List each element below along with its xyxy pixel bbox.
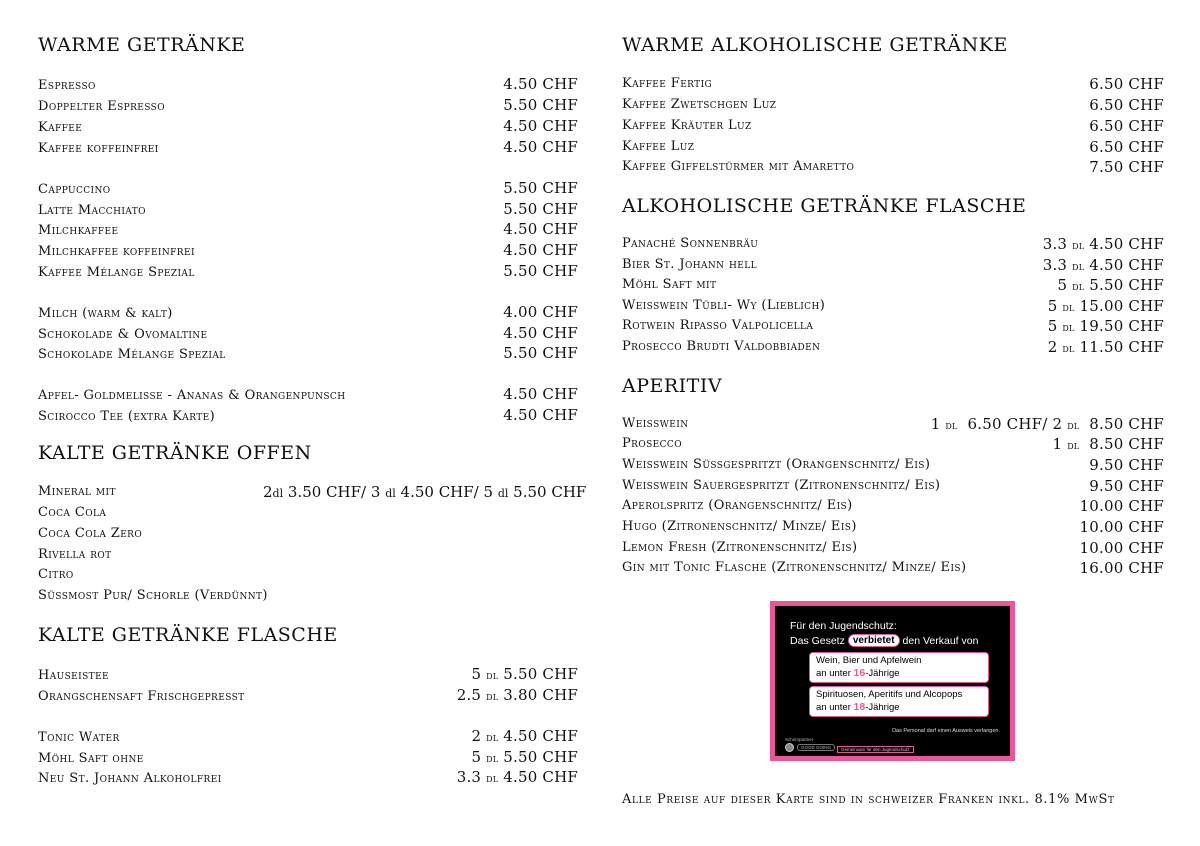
menu-item [622,496,1164,516]
item-name: Lemon Fresh (Zitronenschnitz/ Eis) [622,540,858,555]
item-price: 6.50 CHF [1089,75,1164,93]
menu-item [38,178,578,198]
item-name: Scirocco Tee (extra Karte) [38,409,216,424]
menu-item [38,685,578,705]
menu-item [38,116,578,136]
item-price: 2 dl 4.50 CHF [471,727,578,745]
notice-law-post: den Verkauf von [902,634,979,647]
item-price: 4.50 CHF [503,241,578,259]
item-price: 5 dl 5.50 CHF [1057,276,1164,294]
menu-item [38,726,578,746]
item-price: 2 dl 11.50 CHF [1047,338,1164,356]
item-price: 5.50 CHF [503,262,578,280]
menu-item [38,199,578,219]
item-price: 6.50 CHF [1089,117,1164,135]
item-price: 4.50 CHF [503,117,578,135]
item-name: Cappuccino [38,182,111,197]
menu-item-mineral [38,482,587,502]
notice-title: Für den Jugendschutz: [790,620,897,632]
item-price: 3.3 dl 4.50 CHF [456,768,578,786]
item-name: Panaché Sonnenbräu [622,236,759,251]
item-price: 7.50 CHF [1089,158,1164,176]
item-name: Citro [38,567,74,582]
notice-panel [775,606,1010,756]
section-title-kalte-getraenke-flasche: KALTE GETRÄNKE FLASCHE [38,624,338,646]
item-price-tiers: 2dl 3.50 CHF/ 3 dl 4.50 CHF/ 5 dl 5.50 CHF [263,483,587,501]
menu-item [38,219,578,239]
menu-item [38,137,578,157]
section-title-kalte-getraenke-offen: KALTE GETRÄNKE OFFEN [38,442,312,464]
notice-staff-text: Das Personal darf einen Ausweis verlangen. [892,728,1000,734]
item-name: Weisswein Tübli- Wy (Lieblich) [622,298,826,313]
menu-item [622,476,1164,496]
item-price: 9.50 CHF [1089,456,1164,474]
section-title-warme-alkoholische-getraenke: WARME ALKOHOLISCHE GETRÄNKE [622,34,1008,56]
menu-item [622,137,1164,157]
item-name: Schokolade & Ovomaltine [38,327,208,342]
menu-item [38,664,578,684]
item-name: Hauseistee [38,668,110,683]
menu-item [622,157,1164,177]
menu-item [622,434,1164,454]
item-name: Tonic Water [38,730,120,745]
item-price: 5.50 CHF [503,200,578,218]
partner-logo-icon [785,743,794,752]
age-18-products: Spirituosen, Aperitifs und Alcopops [816,689,963,700]
item-name: Kaffee Fertig [622,76,713,91]
item-price: 16.00 CHF [1079,559,1164,577]
item-price: 5 dl 15.00 CHF [1047,297,1164,315]
item-name: Möhl Saft mit [622,277,717,292]
item-price: 4.50 CHF [503,220,578,238]
notice-partners-label: Schirmpartner [785,737,814,742]
section-title-aperitiv: APERITIV [622,375,723,397]
item-name: Doppelter Espresso [38,99,166,114]
section-title-alkoholische-getraenke-flasche: ALKOHOLISCHE GETRÄNKE FLASCHE [622,195,1027,217]
item-price: 1 dl 8.50 CHF [1052,435,1164,453]
menu-item [622,74,1164,94]
item-name: Weisswein Süssgespritzt (Orangenschnitz/ Eis) [622,457,931,472]
item-price: 9.50 CHF [1089,477,1164,495]
item-name: Schokolade Mélange Spezial [38,347,226,362]
menu-item [38,565,578,585]
menu-item-weisswein [622,414,1164,434]
item-name: Coca Cola [38,505,107,520]
menu-item [38,586,578,606]
item-name: Aperolspritz (Orangenschnitz/ Eis) [622,498,853,513]
item-price: 5.50 CHF [503,344,578,362]
item-name: Prosecco [622,436,682,451]
menu-item [622,337,1164,357]
item-price: 5.50 CHF [503,96,578,114]
item-name: Orangschensaft Frischgepresst [38,689,245,704]
menu-item [38,747,578,767]
item-name: Mineral mit [38,484,116,499]
item-name: Gin mit Tonic Flasche (Zitronenschnitz/ Minze/ Eis) [622,560,967,575]
item-name: Süssmost Pur/ Schorle (Verdünnt) [38,588,268,603]
menu-item [38,240,578,260]
item-name: Möhl Saft ohne [38,751,144,766]
item-name: Apfel- Goldmelisse - Ananas & Orangenpunsch [38,388,346,403]
item-name: Kaffee [38,120,83,135]
item-price: 10.00 CHF [1079,497,1164,515]
item-price: 10.00 CHF [1079,539,1164,557]
age-18-box [809,686,989,717]
age-16-rule: an unter 16-Jährige [816,667,900,679]
item-name: Bier St. Johann hell [622,257,757,272]
menu-item [622,95,1164,115]
item-name: Coca Cola Zero [38,526,143,541]
menu-item [622,517,1164,537]
item-price: 5.50 CHF [503,179,578,197]
notice-law-line [790,634,978,647]
item-name: Rotwein Ripasso Valpolicella [622,318,814,333]
item-name: Weisswein Sauergespritzt (Zitronenschnitz/ Eis) [622,478,941,493]
item-name: Espresso [38,78,96,93]
menu-item [622,275,1164,295]
notice-footer: Gemeinsam für den Jugendschutz [837,746,914,753]
youth-protection-notice [770,601,1015,761]
item-name: Weisswein [622,416,689,431]
menu-item [622,296,1164,316]
menu-item [38,261,578,281]
item-name: Prosecco Brudti Valdobbiaden [622,339,821,354]
item-name: Milchkaffee koffeinfrei [38,244,195,259]
item-price: 3.3 dl 4.50 CHF [1042,235,1164,253]
item-price: 4.50 CHF [503,385,578,403]
menu-item [622,538,1164,558]
menu-item [38,405,578,425]
menu-item [622,234,1164,254]
age-18-rule: an unter 18-Jährige [816,701,900,713]
item-name: Milchkaffee [38,223,119,238]
price-footnote: Alle Preise auf dieser Karte sind in schweizer Franken inkl. 8.1% MwSt [622,792,1115,807]
item-name: Hugo (Zitronenschnitz/ Minze/ Eis) [622,519,857,534]
item-name: Kaffee Mélange Spezial [38,265,195,280]
menu-item [38,74,578,94]
partner-logo-label: GOOD GOING [797,744,835,751]
item-price: 5 dl 19.50 CHF [1047,317,1164,335]
item-price: 4.50 CHF [503,75,578,93]
partner-logo [785,743,835,752]
item-name: Latte Macchiato [38,203,146,218]
menu-item [622,116,1164,136]
menu-item [622,455,1164,475]
section-title-warme-getraenke: WARME GETRÄNKE [38,34,246,56]
menu-item [38,302,578,322]
item-name: Neu St. Johann Alkoholfrei [38,771,222,786]
menu-item [38,503,578,523]
menu-item [622,255,1164,275]
item-price: 4.50 CHF [503,406,578,424]
age-16-box [809,652,989,683]
item-price: 4.00 CHF [503,303,578,321]
item-price: 2.5 dl 3.80 CHF [456,686,578,704]
menu-item [38,384,578,404]
menu-item [38,95,578,115]
item-name: Kaffee Giffelstürmer mit Amaretto [622,159,855,174]
menu-item [38,767,578,787]
menu-item [622,316,1164,336]
notice-law-pill: verbietet [848,634,900,647]
item-price: 4.50 CHF [503,324,578,342]
item-name: Kaffee Zwetschgen Luz [622,97,777,112]
item-name: Rivella rot [38,547,112,562]
item-price: 10.00 CHF [1079,518,1164,536]
menu-item [38,323,578,343]
menu-item [38,343,578,363]
item-price: 6.50 CHF [1089,96,1164,114]
item-price-tiers: 1 dl 6.50 CHF/ 2 dl 8.50 CHF [930,415,1164,433]
item-price: 5 dl 5.50 CHF [471,665,578,683]
menu-item [38,545,578,565]
age-16-products: Wein, Bier und Apfelwein [816,655,922,666]
item-price: 3.3 dl 4.50 CHF [1042,256,1164,274]
notice-law-pre: Das Gesetz [790,634,845,647]
item-name: Kaffee Kräuter Luz [622,118,752,133]
item-price: 6.50 CHF [1089,138,1164,156]
item-name: Kaffee koffeinfrei [38,141,159,156]
item-name: Milch (warm & kalt) [38,306,173,321]
menu-item [622,558,1164,578]
menu-item [38,524,578,544]
item-price: 5 dl 5.50 CHF [471,748,578,766]
item-name: Kaffee Luz [622,139,695,154]
item-price: 4.50 CHF [503,138,578,156]
